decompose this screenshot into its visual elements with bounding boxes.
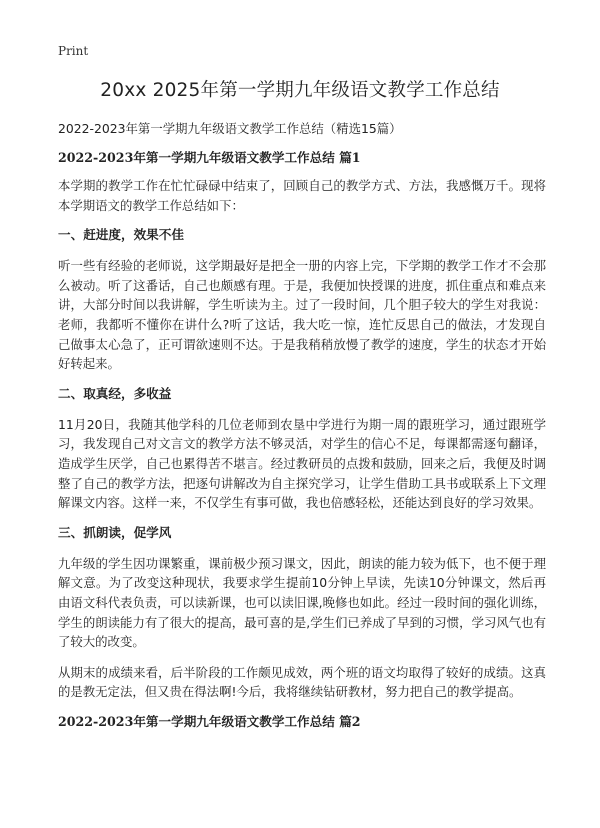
section-2-text: 11月20日，我随其他学科的几位老师到农垦中学进行为期一周的跟班学习，通过跟班学习，我发现自己对文言文的教学方法不够灵活，对学生的信心不足，每课都需逐句翻译，造成学生厌学，自己也累得苦不堪言。经过教研员的点拨和鼓励，回来之后，我便及时调整了自己的教学方法，把逐句讲解改为自主探究学习，让学生借助工具书或联系上下文理解课文内容。这样一来，不仅学生有事可做，我也倍感轻松，还能达到良好的学习效果。 xyxy=(58,416,546,511)
article-1-conclusion: 从期末的成绩来看，后半阶段的工作颇见成效，两个班的语文均取得了较好的成绩。这真的是教无定法，但又贵在得法啊!今后，我将继续钻研教材，努力把自己的教学提高。 xyxy=(58,664,546,700)
article-1-intro: 本学期的教学工作在忙忙碌碌中结束了，回顾自己的教学方式、方法，我感慨万千。现将本学期语文的教学工作总结如下： xyxy=(58,178,546,213)
document-subtitle: 2022-2023年第一学期九年级语文教学工作总结（精选15篇） xyxy=(58,121,402,136)
document-body xyxy=(58,120,546,740)
section-3-text: 九年级的学生因功课繁重，课前极少预习课文，因此，朗读的能力较为低下，也不便于理解文意。为了改变这种现状，我要求学生提前10分钟上早读，先读10分钟课文，然后再由语文科代表负责，可以读新课，也可以读旧课,晚修也如此。经过一段时间的强化训练，学生的朗读能力有了很大的提高，最可喜的是,学生们已养成了早到的习惯，学习风气也有了较大的改变。 xyxy=(58,555,546,650)
document-title: 20xx 2025年第一学期九年级语文教学工作总结 xyxy=(100,80,500,101)
section-2-heading: 二、取真经，多收益 xyxy=(58,385,172,401)
section-1-text: 听一些有经验的老师说，这学期最好是把全一册的内容上完，下学期的教学工作才不会那么被动。听了这番话，自己也颇感有理。于是，我便加快授课的进度，抓住重点和难点来讲，大部分时间以我讲解，学生听读为主。过了一段时间，几个胆子较大的学生对我说：老师，我都听不懂你在讲什么?听了这话，我大吃一惊，连忙反思自己的做法，才发现自己做事太心急了，正可谓欲速则不达。于是我稍稍放慢了教学的速度，学生的状态才开始好转起来。 xyxy=(58,258,546,372)
section-3-heading: 三、抓朗读，促学风 xyxy=(58,524,172,540)
article-1-heading: 2022-2023年第一学期九年级语文教学工作总结 篇1 xyxy=(58,150,361,165)
section-1-heading: 一、赶进度，效果不佳 xyxy=(58,227,184,243)
print-link[interactable]: Print xyxy=(58,44,89,58)
article-2-heading: 2022-2023年第一学期九年级语文教学工作总结 篇2 xyxy=(58,713,361,729)
